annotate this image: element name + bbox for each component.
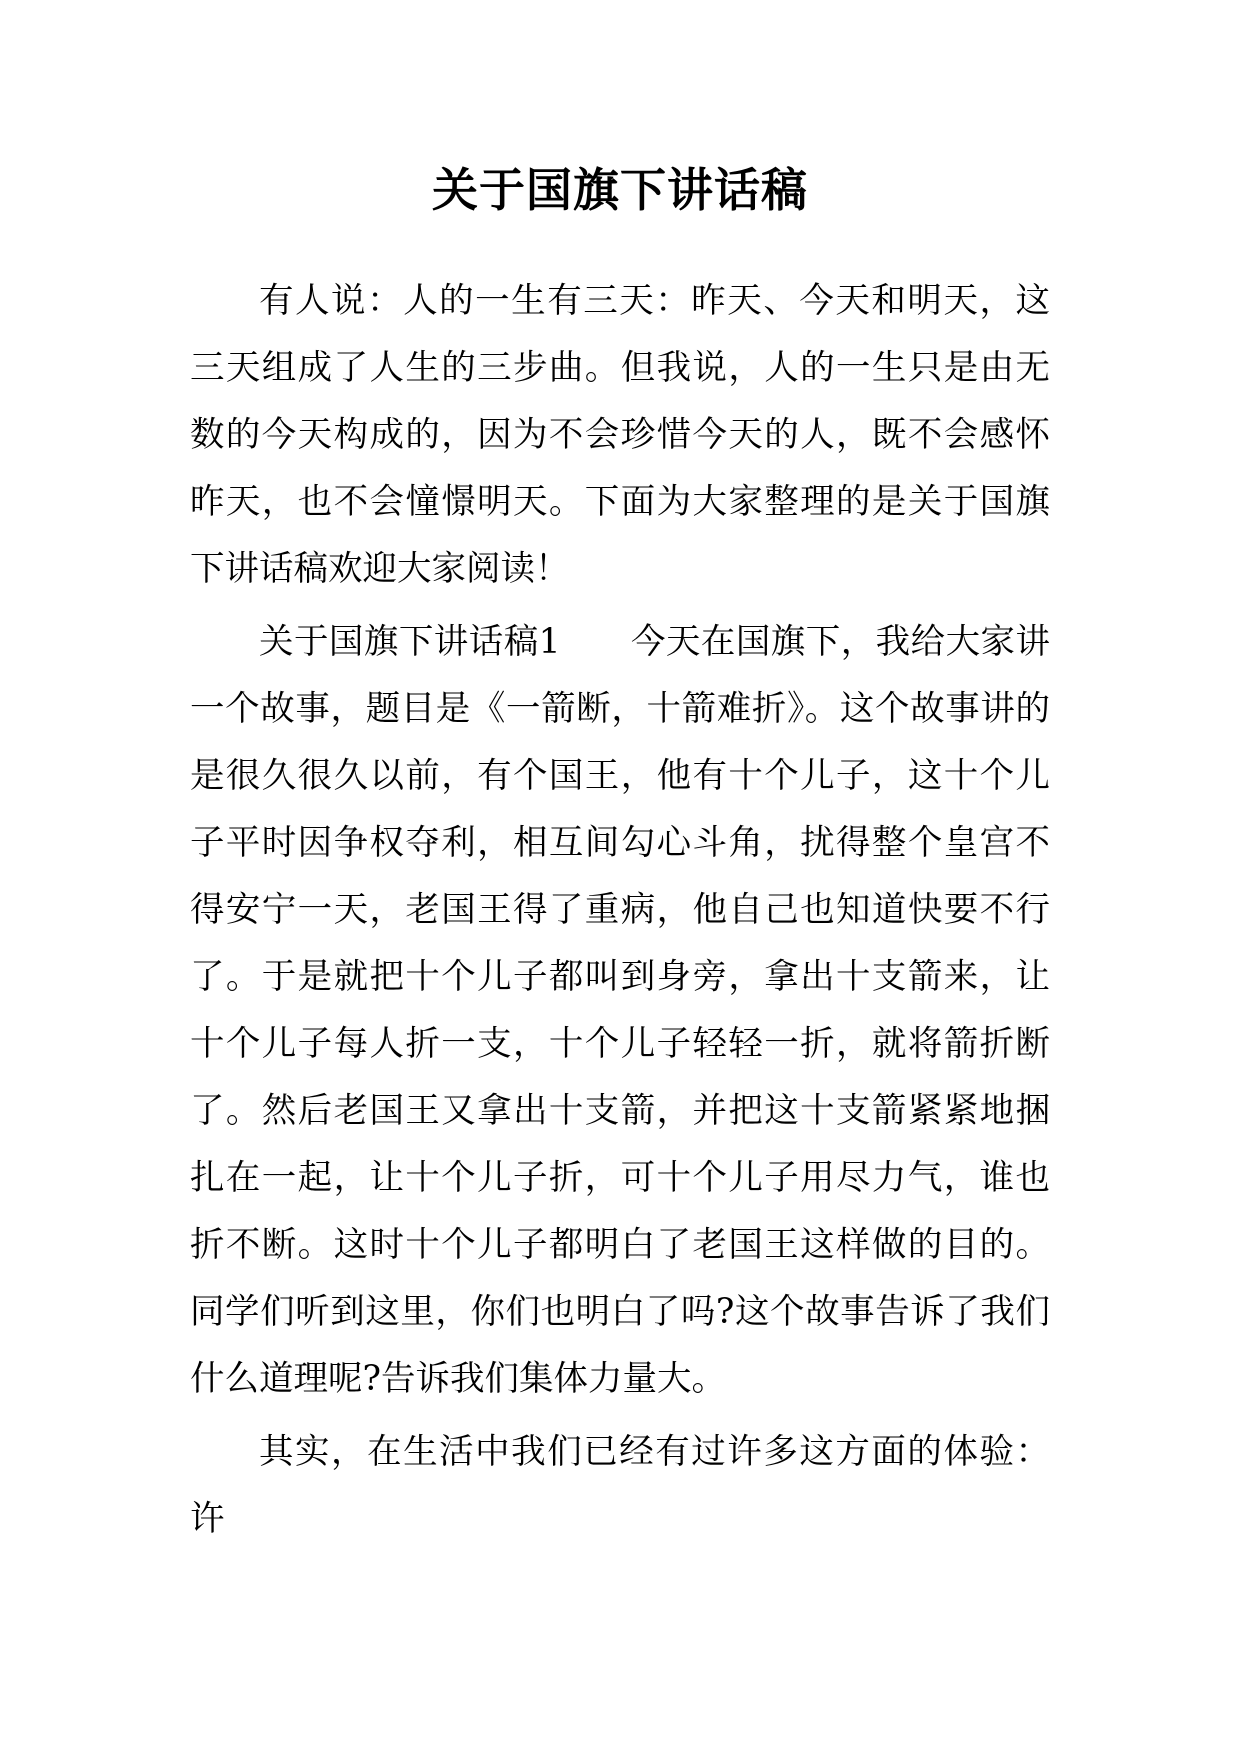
document-body — [190, 268, 1050, 1553]
paragraph-story: 关于国旗下讲话稿1 今天在国旗下，我给大家讲一个故事，题目是《一箭断，十箭难折》。这个故事讲的是很久很久以前，有个国王，他有十个儿子，这十个儿子平时因争权夺利，相互间勾心斗角，扰得整个皇宫不得安宁一天，老国王得了重病，他自己也知道快要不行了。于是就把十个儿子都叫到身旁，拿出十支箭来，让十个儿子每人折一支，十个儿子轻轻一折，就将箭折断了。然后老国王又拿出十支箭，并把这十支箭紧紧地捆扎在一起，让十个儿子折，可十个儿子用尽力气，谁也折不断。这时十个儿子都明白了老国王这样做的目的。同学们听到这里，你们也明白了吗?这个故事告诉了我们什么道理呢?告诉我们集体力量大。 — [190, 622, 1050, 1399]
paragraph-experience: 其实，在生活中我们已经有过许多这方面的体验：许 — [190, 1432, 1050, 1539]
paragraph-intro: 有人说：人的一生有三天：昨天、今天和明天，这三天组成了人生的三步曲。但我说，人的一生只是由无数的今天构成的，因为不会珍惜今天的人，既不会感怀昨天，也不会憧憬明天。下面为大家整理的是关于国旗下讲话稿欢迎大家阅读！ — [190, 281, 1050, 589]
document-title: 关于国旗下讲话稿 — [432, 163, 808, 217]
